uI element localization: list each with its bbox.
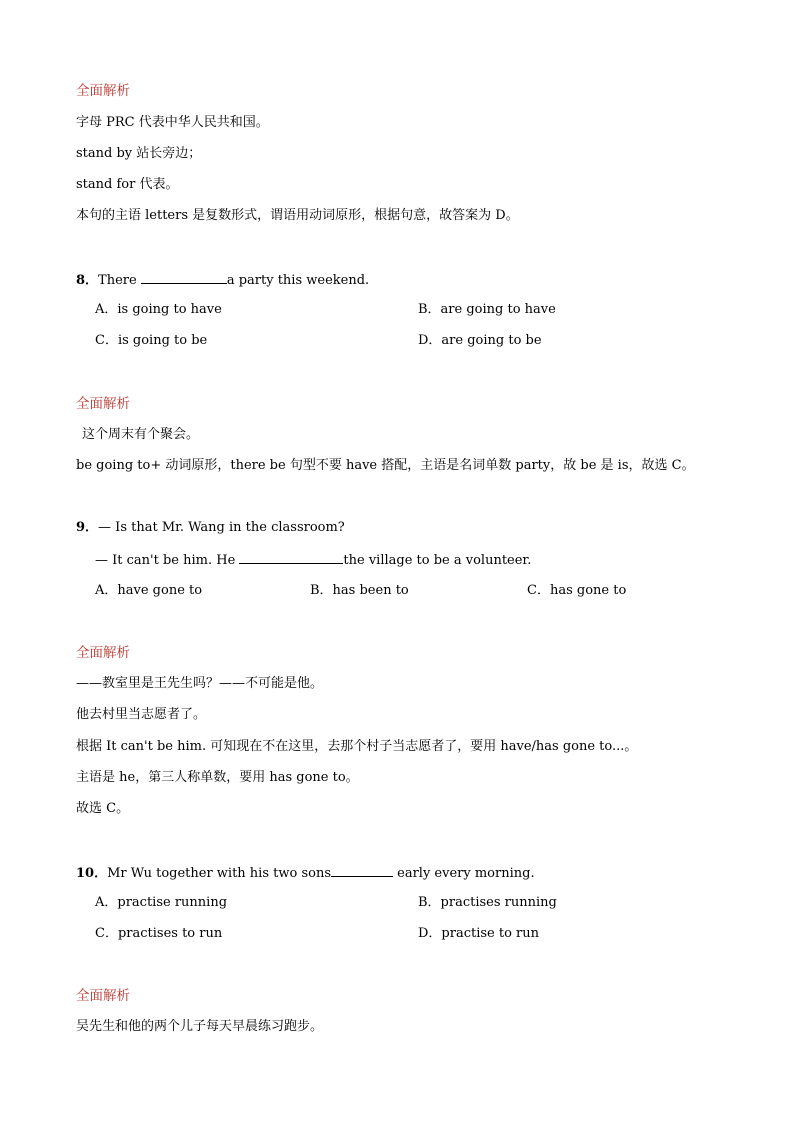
question-9-response <box>95 551 531 569</box>
analysis-title: 全面解析 <box>76 83 130 99</box>
analysis-title: 全面解析 <box>76 396 130 412</box>
analysis-line: stand for 代表。 <box>76 177 179 192</box>
answer-blank[interactable] <box>331 864 393 877</box>
question-9-stem <box>76 520 345 536</box>
analysis-line: stand by 站长旁边； <box>76 146 202 161</box>
analysis-line: 这个周末有个聚会。 <box>82 427 200 442</box>
answer-blank[interactable] <box>141 271 227 284</box>
question-8-stem <box>76 271 369 289</box>
analysis-line: 字母 PRC 代表中华人民共和国。 <box>76 115 269 130</box>
option-b[interactable]: B．has been to <box>310 583 409 598</box>
analysis-title: 全面解析 <box>76 988 130 1004</box>
stem-text: There <box>98 273 141 288</box>
answer-blank[interactable] <box>239 551 343 564</box>
stem-text: early every morning. <box>393 866 535 881</box>
stem-text: the village to be a volunteer. <box>343 553 532 568</box>
option-c[interactable]: C．practises to run <box>95 926 223 941</box>
option-b[interactable]: B．are going to have <box>418 302 556 317</box>
analysis-line: 根据 It can't be him. 可知现在不在这里，去那个村子当志愿者了，要用 have/has gone to...。 <box>76 739 638 754</box>
option-a[interactable]: A．have gone to <box>95 583 203 598</box>
analysis-line: 故选 C。 <box>76 801 130 816</box>
analysis-line: 本句的主语 letters 是复数形式，谓语用动词原形，根据句意，故答案为 D。 <box>76 208 519 223</box>
question-number: 8． <box>76 273 99 288</box>
stem-text: — Is that Mr. Wang in the classroom? <box>98 520 345 535</box>
option-a[interactable]: A．is going to have <box>95 302 222 317</box>
analysis-line: 主语是 he，第三人称单数，要用 has gone to。 <box>76 770 359 785</box>
option-c[interactable]: C．has gone to <box>527 583 627 598</box>
option-b[interactable]: B．practises running <box>418 895 557 910</box>
analysis-line: 他去村里当志愿者了。 <box>76 707 207 722</box>
stem-text: — It can't be him. He <box>95 553 240 568</box>
analysis-line: be going to+ 动词原形，there be 句型不要 have 搭配，主语是名词单数 party，故 be 是 is，故选 C。 <box>76 458 695 473</box>
analysis-title: 全面解析 <box>76 645 130 661</box>
option-d[interactable]: D．practise to run <box>418 926 540 941</box>
question-10-stem <box>76 864 535 882</box>
analysis-line: 吴先生和他的两个儿子每天早晨练习跑步。 <box>76 1019 324 1034</box>
stem-text: Mr Wu together with his two sons <box>107 866 331 881</box>
question-number: 10． <box>76 866 108 881</box>
option-a[interactable]: A．practise running <box>95 895 228 910</box>
option-d[interactable]: D．are going to be <box>418 333 542 348</box>
analysis-line: ——教室里是王先生吗？——不可能是他。 <box>76 676 324 691</box>
question-number: 9． <box>76 520 99 535</box>
option-c[interactable]: C．is going to be <box>95 333 208 348</box>
stem-text: a party this weekend. <box>226 273 370 288</box>
